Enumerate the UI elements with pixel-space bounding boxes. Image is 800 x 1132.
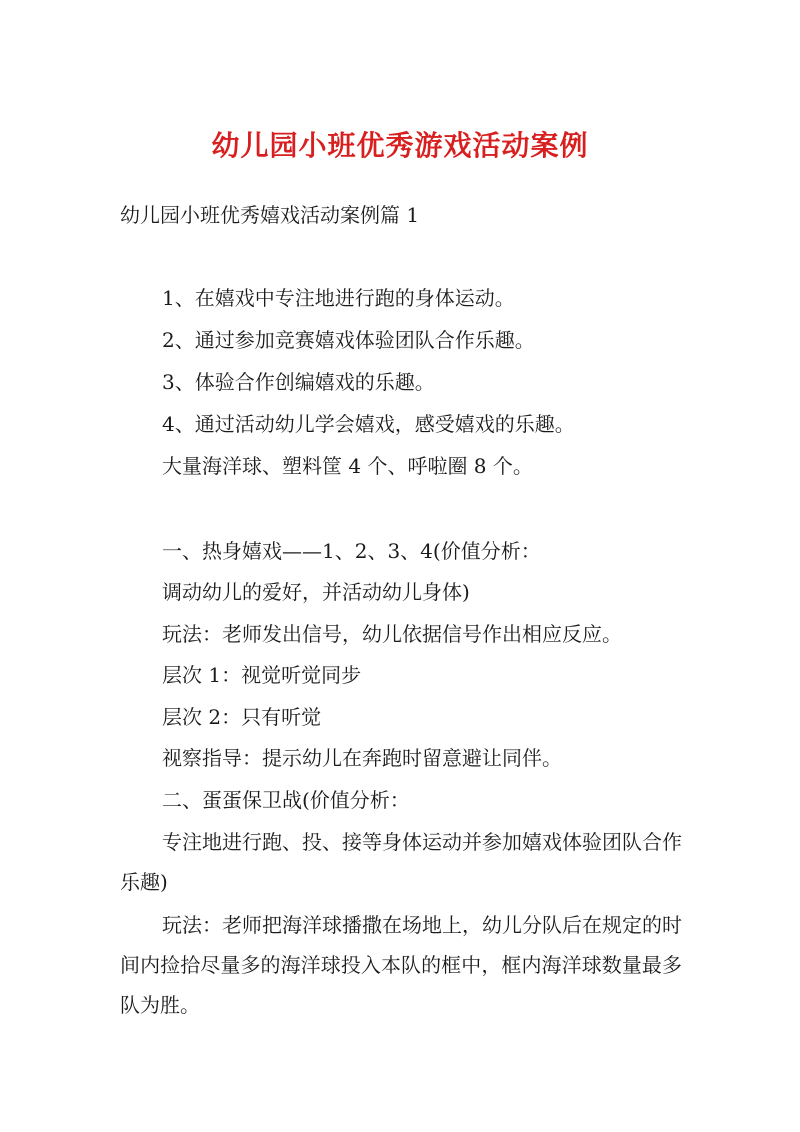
section1-play: 玩法：老师发出信号，幼儿依据信号作出相应反应。: [162, 622, 622, 646]
section1-level2: 层次 2：只有听觉: [162, 705, 322, 729]
section2-value: 专注地进行跑、投、接等身体运动并参加嬉戏体验团队合作乐趣): [120, 830, 682, 894]
goal-item-3: 3、体验合作创编嬉戏的乐趣。: [162, 370, 435, 394]
section1-heading: 一、热身嬉戏——1、2、3、4(价值分析：: [162, 539, 541, 563]
goal-item-2: 2、通过参加竞赛嬉戏体验团队合作乐趣。: [162, 328, 535, 352]
section2-heading: 二、蛋蛋保卫战(价值分析：: [162, 788, 410, 812]
materials-text: 大量海洋球、塑料筐 4 个、呼啦圈 8 个。: [162, 454, 533, 478]
section2-play: 玩法：老师把海洋球播撒在场地上，幼儿分队后在规定的时间内捡拾尽量多的海洋球投入本队的框中，框内海洋球数量最多队为胜。: [120, 913, 682, 1017]
section1-guidance: 视察指导：提示幼儿在奔跑时留意避让同伴。: [162, 746, 562, 770]
section1-level1: 层次 1：视觉听觉同步: [162, 663, 362, 687]
section1-value: 调动幼儿的爱好，并活动幼儿身体): [162, 580, 470, 604]
goal-item-1: 1、在嬉戏中专注地进行跑的身体运动。: [162, 286, 515, 310]
document-title: 幼儿园小班优秀游戏活动案例: [211, 129, 589, 162]
goal-item-4: 4、通过活动幼儿学会嬉戏，感受嬉戏的乐趣。: [162, 412, 575, 436]
document-subtitle: 幼儿园小班优秀嬉戏活动案例篇 1: [120, 203, 420, 227]
